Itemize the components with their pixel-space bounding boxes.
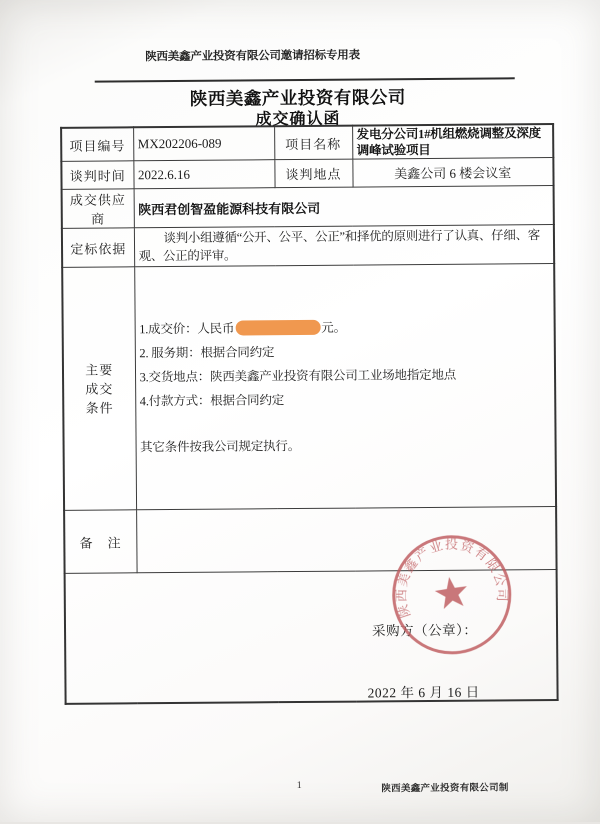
main-terms-label (62, 267, 136, 511)
sheet-header-label: 陕西美鑫产业投资有限公司邀请招标专用表 (145, 49, 360, 64)
document-title: 成交确认函 (255, 110, 341, 129)
signature-cell (65, 569, 558, 703)
company-title: 陕西美鑫产业投资有限公司 (189, 87, 406, 109)
stamp-company-text: 陕西美鑫产业投资有限公司 (393, 536, 510, 620)
term-service-period: 2. 服务期：根据合同约定 (139, 345, 275, 361)
term-payment-method: 4.付款方式：根据合同约定 (139, 393, 285, 409)
term-price-prefix: 1.成交价：人民币 (139, 321, 235, 337)
term-price-suffix: 元。 (321, 320, 346, 335)
main-terms-label-line2: 成交 (85, 380, 114, 397)
main-terms-label-line1: 主要 (85, 361, 114, 378)
term-other-conditions: 其它条件按我公司规定执行。 (140, 439, 301, 455)
purchaser-seal-label: 采购方（公章）： (371, 622, 478, 639)
table-row (64, 506, 556, 573)
project-name-label: 项目名称 (274, 126, 352, 160)
term-price-line (139, 318, 550, 337)
table-row (61, 124, 553, 161)
award-basis-label: 定标依据 (62, 228, 134, 268)
table-row (65, 569, 558, 703)
footer-issuer-label: 陕西美鑫产业投资有限公司制 (381, 783, 509, 795)
table-row (62, 264, 556, 511)
negotiation-time-value: 2022.6.16 (133, 160, 274, 189)
supplier-value: 陕西君创智盈能源科技有限公司 (134, 186, 554, 228)
project-name-value: 发电分公司1#机组燃烧调整及深度调峰试验项目 (352, 124, 553, 159)
negotiation-place-label: 谈判地点 (274, 159, 352, 188)
main-terms-content (134, 264, 556, 510)
table-row (62, 225, 554, 268)
award-basis-value (134, 225, 554, 267)
table-row (61, 158, 553, 190)
project-no-label: 项目编号 (61, 127, 133, 161)
supplier-label: 成交供应商 (62, 189, 134, 229)
award-basis-text: 谈判小组遵循“公开、公平、公正”和择优的原则进行了认真、仔细、客观、公正的评审。 (138, 227, 540, 264)
negotiation-time-label: 谈判时间 (61, 161, 133, 190)
negotiation-place-value: 美鑫公司 6 楼会议室 (352, 158, 553, 188)
remarks-label: 备 注 (64, 510, 136, 574)
table-row (62, 186, 554, 229)
price-redaction (235, 320, 320, 336)
remarks-value (136, 506, 556, 572)
page-number: 1 (296, 779, 302, 792)
confirmation-table (60, 123, 559, 704)
header-divider-line (95, 77, 515, 82)
signature-date: 2022 年 6 月 16 日 (367, 684, 480, 701)
project-no-value: MX202206-089 (133, 126, 274, 161)
term-delivery-place: 3.交货地点：陕西美鑫产业投资有限公司工业场地指定地点 (139, 367, 457, 385)
main-terms-label-line3: 条件 (85, 399, 114, 416)
